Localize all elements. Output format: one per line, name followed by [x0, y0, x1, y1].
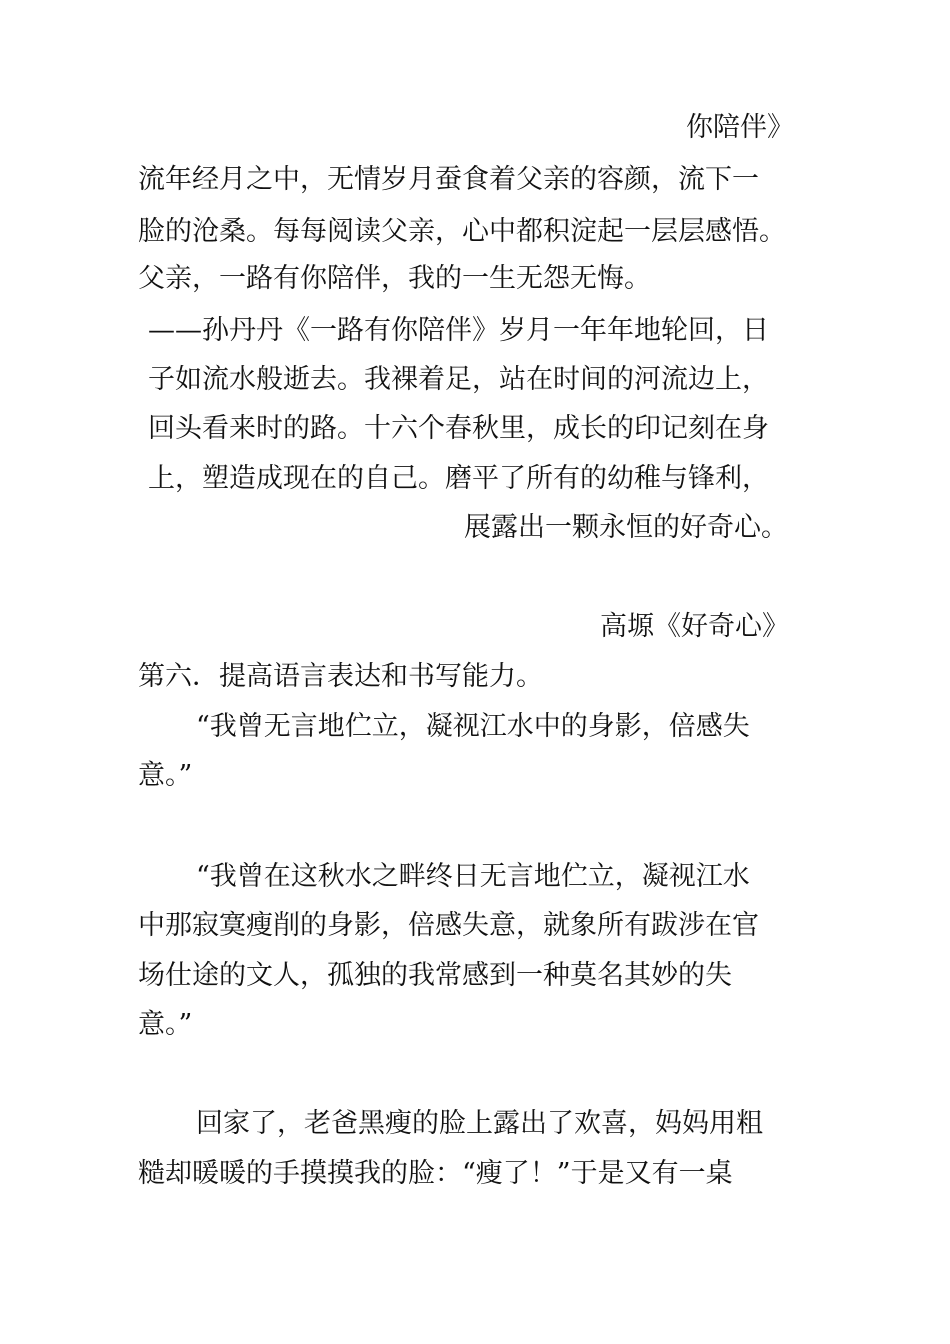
text-line: 意。”	[138, 1009, 193, 1040]
text-line: ——孙丹丹《一路有你陪伴》岁月一年年地轮回，日	[148, 315, 769, 346]
text-line: 子如流水般逝去。我裸着足，站在时间的河流边上，	[148, 364, 769, 395]
text-line: 高塬《好奇心》	[600, 611, 789, 642]
text-line: 糙却暖暖的手摸摸我的脸：“瘦了！”于是又有一桌	[138, 1158, 733, 1189]
text-line: 你陪伴》	[686, 112, 794, 143]
text-line: 场仕途的文人，孤独的我常感到一种莫名其妙的失	[138, 960, 732, 991]
text-line: 父亲，一路有你陪伴，我的一生无怨无悔。	[138, 263, 651, 294]
text-line: 回头看来时的路。十六个春秋里，成长的印记刻在身	[148, 413, 769, 444]
section-heading: 第六．提高语言表达和书写能力。	[138, 661, 543, 692]
text-line: “我曾在这秋水之畔终日无言地伫立，凝视江水	[196, 861, 750, 892]
text-line: 上，塑造成现在的自己。磨平了所有的幼稚与锋利，	[148, 463, 769, 494]
text-line: 意。”	[138, 760, 193, 791]
text-line: “我曾无言地伫立，凝视江水中的身影，倍感失	[196, 711, 750, 742]
text-line: 展露出一颗永恒的好奇心。	[464, 512, 788, 543]
text-line: 回家了，老爸黑瘦的脸上露出了欢喜，妈妈用粗	[196, 1108, 763, 1139]
text-line: 脸的沧桑。每每阅读父亲，心中都积淀起一层层感悟。	[138, 216, 786, 247]
text-line: 中那寂寞瘦削的身影，倍感失意，就象所有跋涉在官	[138, 910, 759, 941]
text-line: 流年经月之中，无情岁月蚕食着父亲的容颜，流下一	[138, 164, 759, 195]
